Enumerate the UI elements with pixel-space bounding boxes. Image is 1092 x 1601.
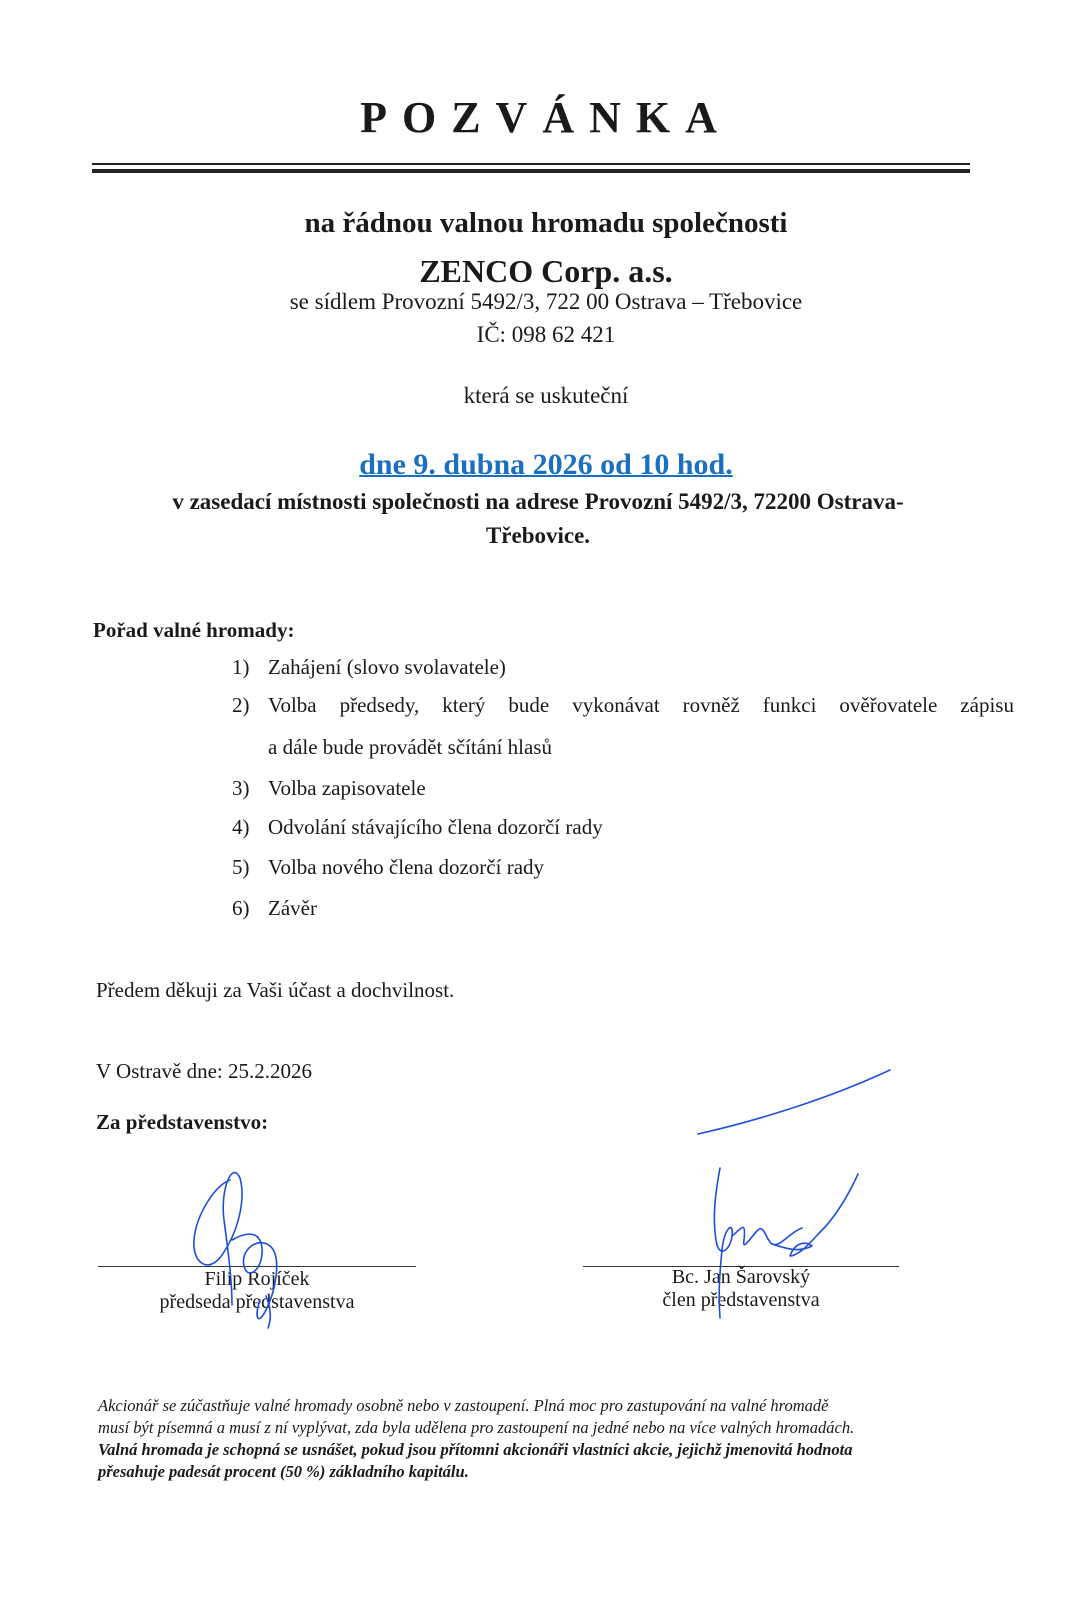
word: ověřovatele [839, 693, 938, 717]
agenda-item-text: Závěr [268, 896, 317, 920]
agenda-item-number: 6) [232, 896, 250, 920]
company-id: IČ: 098 62 421 [476, 322, 616, 347]
word: funkci [762, 693, 817, 717]
word: vykonávat [572, 693, 660, 717]
agenda-item-text: Volba zapisovatele [268, 776, 426, 800]
legal-notice-line: Akcionář se zúčastňuje valné hromady osobně nebo v zastoupení. Plná moc pro zastupování na valné hromadě [98, 1396, 829, 1415]
signatory-role: člen představenstva [662, 1289, 820, 1311]
word: zápisu [960, 693, 1014, 717]
agenda-item-number: 4) [232, 815, 250, 839]
signatory-name: Bc. Jan Šarovský [671, 1266, 811, 1288]
word: Volba [268, 693, 317, 717]
signature-right-scribble [698, 1070, 890, 1318]
agenda-item-text: Odvolání stávajícího člena dozorčí rady [268, 815, 603, 839]
legal-notice-line: Valná hromada je schopná se usnášet, pokud jsou přítomni akcionáři vlastníci akcie, jejichž jmenovitá hodnota [98, 1440, 853, 1459]
signatory-name: Filip Rojíček [204, 1268, 310, 1290]
word: který [442, 693, 486, 717]
agenda-item-number: 3) [232, 776, 250, 800]
meeting-intro: která se uskuteční [463, 383, 629, 408]
meeting-date: dne 9. dubna 2026 od 10 hod. [359, 448, 733, 481]
legal-notice-line: musí být písemná a musí z ní vyplývat, zda byla udělena pro zastoupení na jedné nebo na více valných hromadách. [98, 1418, 855, 1437]
meeting-place-line1: v zasedací místnosti společnosti na adrese Provozní 5492/3, 72200 Ostrava- [172, 489, 904, 514]
word: bude [508, 693, 550, 717]
board-heading: Za představenstvo: [96, 1110, 269, 1134]
word: předsedy, [339, 693, 420, 717]
document-title: POZVÁNKA [360, 93, 732, 142]
agenda-item-text: Volba nového člena dozorčí rady [268, 855, 545, 879]
word: rovněž [682, 693, 740, 717]
agenda-item-number: 1) [232, 655, 250, 679]
place-and-date: V Ostravě dne: 25.2.2026 [96, 1059, 312, 1083]
agenda-heading: Pořad valné hromady: [93, 618, 295, 642]
closing-thanks: Předem děkuji za Vaši účast a dochvilnost. [96, 978, 455, 1002]
meeting-place-line2: Třebovice. [485, 523, 591, 548]
agenda-item-2-continuation: a dále bude provádět sčítání hlasů [268, 735, 552, 759]
signatory-role: předseda představenstva [159, 1291, 355, 1313]
company-address: se sídlem Provozní 5492/3, 722 00 Ostrava – Třebovice [289, 289, 803, 314]
invitation-subtitle: na řádnou valnou hromadu společnosti [304, 207, 788, 239]
legal-notice-line: přesahuje padesát procent (50 %) základního kapitálu. [98, 1462, 469, 1481]
legal-notice [98, 1395, 992, 1483]
agenda-item-number: 2) [232, 693, 250, 717]
agenda-item-text: Zahájení (slovo svolavatele) [268, 655, 506, 679]
company-name: ZENCO Corp. a.s. [419, 253, 673, 289]
signature-left-scribble [194, 1173, 277, 1328]
agenda-item-number: 5) [232, 855, 250, 879]
